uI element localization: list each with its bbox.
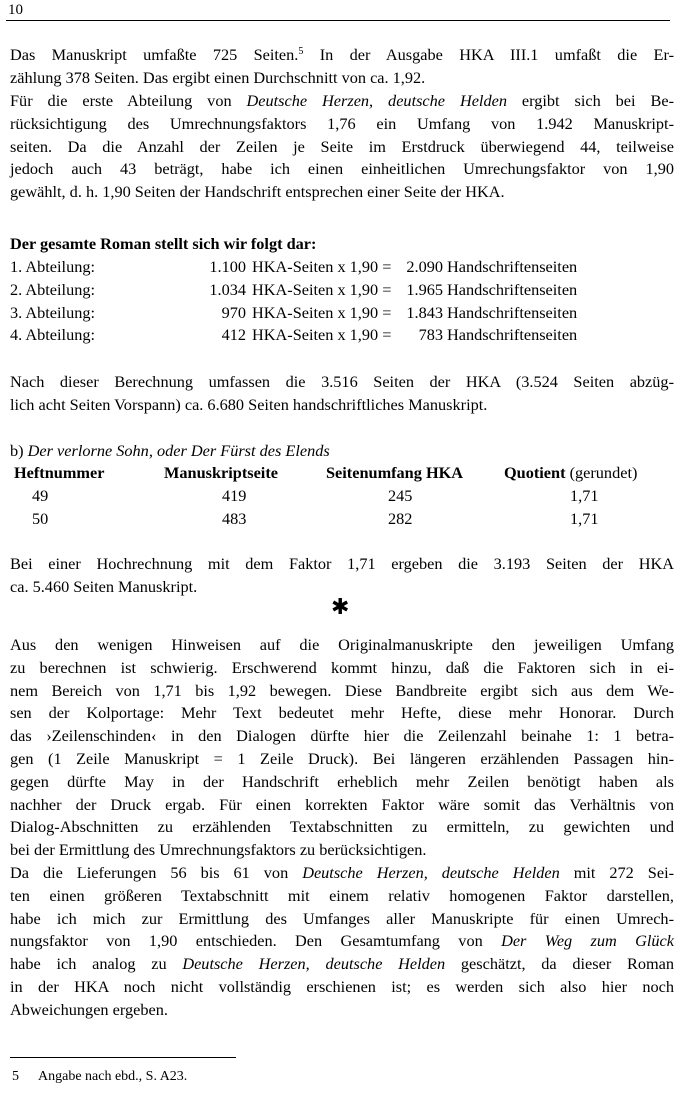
header-rule [6, 20, 670, 21]
table-cell: 245 [388, 485, 413, 505]
table-row [10, 256, 674, 279]
paragraph-manuscript-length [10, 44, 674, 90]
section-label: 3. Abteilung: [10, 302, 96, 322]
column-header-quotient: Quotient (gerundet) [504, 463, 638, 482]
text-line: gewählt, d. h. 1,90 Seiten der Handschrift entsprechen einer Seite der HKA. [10, 182, 505, 202]
text-line: jedoch auch 43 beträgt, habe ich einen einheitlichen Umrechungsfaktor von 1,90 [10, 159, 674, 179]
paragraph-conclusion [10, 862, 674, 1022]
manuscript-pages-label: Handschriftenseiten [447, 325, 578, 345]
page-number: 10 [8, 2, 23, 18]
text-line: rücksichtigung des Umrechnungsfaktors 1,76 ein Umfang von 1.942 Manuskript- [10, 113, 674, 133]
text-line: ten einen größeren Textabschnitt mit einem relativ homogenen Faktor darstellen, [10, 885, 674, 905]
table-row [10, 302, 674, 325]
heft-table [10, 462, 674, 530]
text-line: seiten. Da die Anzahl der Zeilen je Seite im Erstdruck überwiegend 44, teilweise [10, 136, 674, 156]
footnote-text: Angabe nach ebd., S. A23. [38, 1069, 188, 1084]
text-line: bei der Ermittlung des Umrechnungsfaktors zu berücksichtigen. [10, 840, 427, 860]
table-row [10, 279, 674, 302]
text-line: gen (1 Zeile Manuskript = 1 Zeile Druck). Bei längeren erzählenden Passagen hin- [10, 748, 674, 768]
footnote-rule [10, 1057, 236, 1058]
table-row [10, 485, 674, 508]
formula: HKA-Seiten x 1,90 = [252, 325, 392, 345]
manuscript-pages: 2.090 [406, 257, 443, 276]
formula: HKA-Seiten x 1,90 = [252, 302, 392, 322]
manuscript-pages: 783 [418, 325, 443, 345]
section-b-heading: b) Der verlorne Sohn, oder Der Fürst des Elends [10, 441, 330, 460]
asterisk-separator: ✱ [331, 595, 350, 620]
text-line: lich acht Seiten Vorspann) ca. 6.680 Seiten handschriftliches Manuskript. [10, 394, 488, 414]
text-line: sen der Kolportage: Mehr Text bedeutet mehr Hefte, diese mehr Honorar. Durch [10, 703, 674, 723]
hka-pages: 1.034 [209, 279, 246, 299]
manuscript-pages-label: Handschriftenseiten [447, 302, 578, 322]
text-line: gegen dürfte May in der Handschrift erheblich mehr Zeilen benötigt haben als [10, 771, 674, 791]
footnote-reference[interactable]: 5 [298, 46, 304, 57]
calculation-table [10, 256, 674, 347]
manuscript-pages-label: Handschriftenseiten [447, 279, 578, 299]
text-line: Bei einer Hochrechnung mit dem Faktor 1,71 ergeben die 3.193 Seiten der HKA [10, 554, 674, 573]
hka-pages: 412 [221, 325, 246, 345]
manuscript-pages: 1.965 [406, 279, 443, 299]
table-cell: 483 [222, 508, 247, 528]
manuscript-pages: 1.843 [406, 302, 443, 322]
hka-pages: 1.100 [209, 257, 246, 276]
text-line: Nach dieser Berechnung umfassen die 3.516 Seiten der HKA (3.524 Seiten abzüg- [10, 372, 674, 391]
text-line: nem Bereich von 1,71 bis 1,92 bewegen. Diese Bandbreite ergibt sich aus dem We- [10, 680, 674, 700]
table-row [10, 508, 674, 531]
section-label: 1. Abteilung: [10, 257, 96, 276]
text-line: Aus den wenigen Hinweisen auf die Originalmanuskripte den jeweiligen Umfang [10, 635, 674, 654]
table-cell: 282 [388, 508, 413, 528]
text-line: Da die Lieferungen 56 bis 61 von Deutsche Herzen, deutsche Helden mit 272 Sei- [10, 863, 675, 882]
footnote-number: 5 [12, 1069, 19, 1084]
formula: HKA-Seiten x 1,90 = [252, 257, 392, 276]
table-cell: 1,71 [570, 508, 599, 528]
text-line: habe ich analog zu Deutsche Herzen, deutsche Helden geschätzt, da dieser Roman [10, 954, 675, 974]
paragraph-calculation-result [10, 371, 674, 417]
text-line: nachher der Druck ergab. Für einen korrekten Faktor wäre somit das Verhältnis von [10, 794, 674, 814]
text-line: Dialog-Abschnitten zu erzählenden Textabschnitten zu ermitteln, zu gewichten und [10, 817, 674, 837]
paragraph-first-section [10, 90, 674, 204]
paragraph-difficulty [10, 634, 674, 862]
text-line: das ›Zeilenschinden‹ in den Dialogen dürfte hier die Zeilenzahl beinahe 1: 1 betra- [10, 726, 674, 746]
section-label: 2. Abteilung: [10, 279, 96, 299]
table-row [10, 324, 674, 347]
text-line: habe ich mich zur Ermittlung des Umfanges aller Manuskripte für einen Umrech- [10, 908, 674, 928]
paragraph-extrapolation [10, 553, 674, 599]
section-label: 4. Abteilung: [10, 325, 96, 345]
table-cell: 419 [222, 485, 247, 505]
table-cell: 50 [32, 508, 49, 528]
hka-pages: 970 [221, 302, 246, 322]
text-line: in der HKA noch nicht vollständig erschienen ist; es werden sich also hier noch [10, 976, 674, 996]
table-cell: 1,71 [570, 485, 599, 505]
table-header-row [10, 462, 674, 485]
text-line: Abweichungen ergeben. [10, 999, 168, 1019]
formula: HKA-Seiten x 1,90 = [252, 279, 392, 299]
text-line: Das Manuskript umfaßte 725 Seiten.$^5$ In der Ausgabe HKA III.1 umfaßt die Er- [10, 45, 675, 64]
calculation-title: Der gesamte Roman stellt sich wir folgt dar: [10, 234, 317, 253]
text-line: Für die erste Abteilung von Deutsche Herzen, deutsche Helden ergibt sich bei Be- [10, 91, 674, 110]
footnote [12, 1068, 187, 1086]
column-header-manuskriptseite: Manuskriptseite [164, 463, 278, 482]
text-line: ca. 5.460 Seiten Manuskript. [10, 576, 198, 596]
text-line: zählung 378 Seiten. Das ergibt einen Durchschnitt von ca. 1,92. [10, 67, 426, 87]
column-header-heftnummer: Heftnummer [14, 463, 105, 482]
column-header-seitenumfang: Seitenumfang HKA [326, 463, 464, 482]
table-cell: 49 [32, 485, 49, 505]
manuscript-pages-label: Handschriftenseiten [447, 257, 578, 276]
text-line: zu berechnen ist schwierig. Erschwerend kommt hinzu, daß die Faktoren sich in ei- [10, 657, 674, 677]
text-line: nungsfaktor von 1,90 entschieden. Den Gesamtumfang von Der Weg zum Glück [10, 931, 674, 951]
